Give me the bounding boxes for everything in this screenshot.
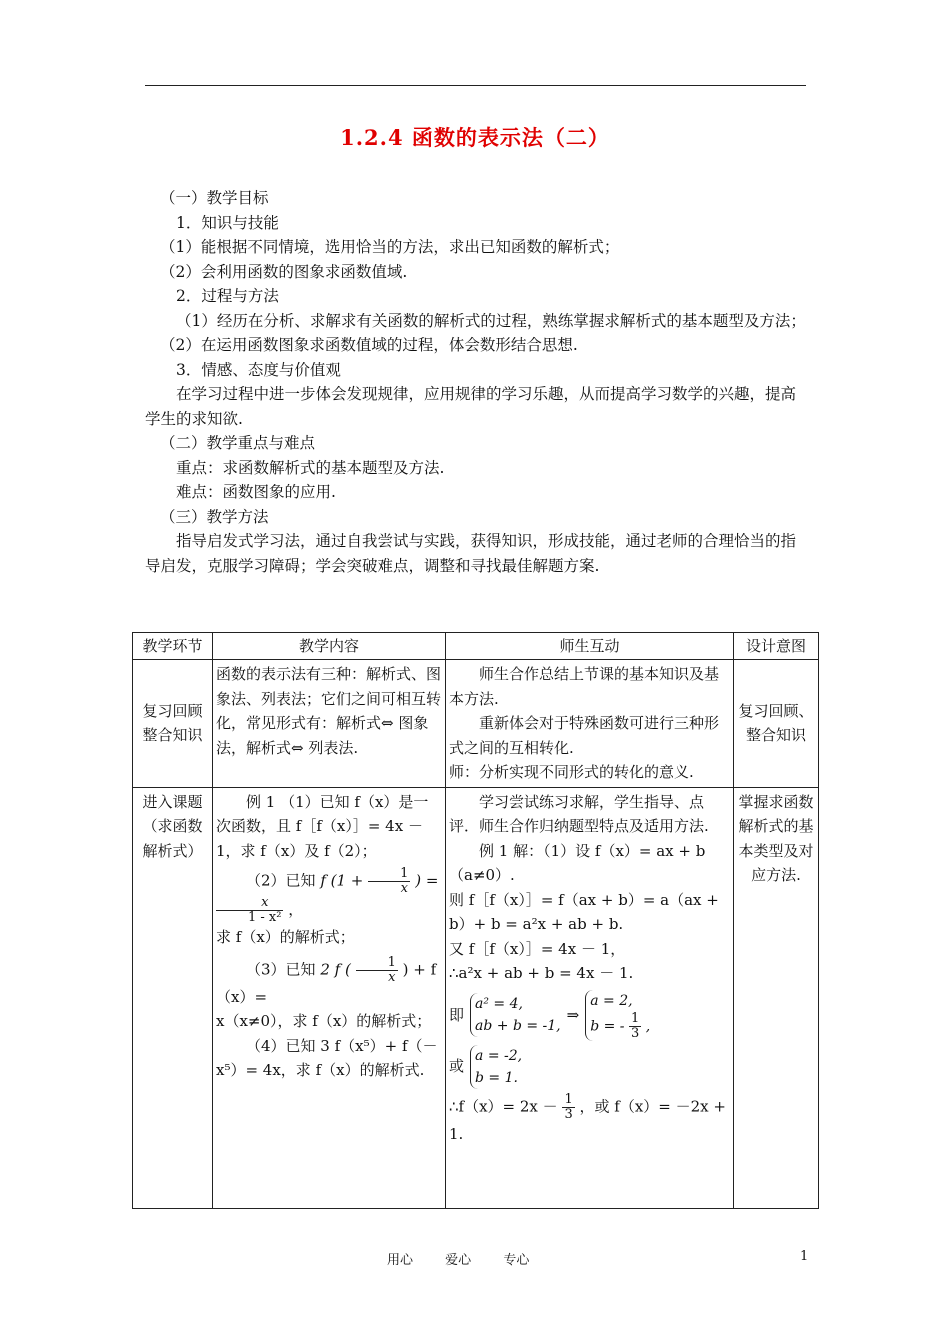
equation-system xyxy=(449,990,730,1041)
fraction xyxy=(216,896,283,925)
brace-system xyxy=(470,1045,522,1089)
solution-line: 又 f［f（x）］= 4x － 1， xyxy=(449,939,626,958)
solution-result xyxy=(449,1093,730,1147)
brace-system xyxy=(470,993,561,1037)
frac-den: 1 - x² xyxy=(248,910,282,925)
header-content: 教学内容 xyxy=(213,633,446,660)
system-eq: a² = 4, xyxy=(475,996,523,1012)
example-2 xyxy=(216,867,442,925)
header-interaction: 师生互动 xyxy=(446,633,734,660)
table-row xyxy=(133,787,819,1209)
system-eq: a = 2, xyxy=(590,992,633,1009)
example-text: （3）已知 xyxy=(246,960,316,978)
frac-den: x xyxy=(400,881,408,896)
example-3-tail: x（x≠0），求 f（x）的解析式； xyxy=(216,1012,432,1030)
interaction-text: 师：分析实现不同形式的转化的意义. xyxy=(449,763,694,781)
table-header-row xyxy=(133,633,819,660)
interaction-cell xyxy=(446,660,734,788)
frac-num: 1 xyxy=(368,867,410,882)
text-line: 重点：求函数解析式的基本题型及方法. xyxy=(176,458,445,477)
intent-cell: 复习回顾、整合知识 xyxy=(734,660,819,788)
text-line: （1）能根据不同情境，选用恰当的方法，求出已知函数的解析式； xyxy=(160,238,620,256)
intent-cell: 掌握求函数解析式的基本类型及对应方法. xyxy=(734,787,819,1209)
example-text: ) + f（x）= xyxy=(216,960,437,1006)
page-title: 1.2.4 函数的表示法（二） xyxy=(340,125,610,150)
frac-num: 1 xyxy=(356,956,398,971)
objectives-section xyxy=(145,186,807,578)
frac-den: 3 xyxy=(631,1025,640,1041)
text-line: （二）教学重点与难点 xyxy=(160,434,316,452)
brace-system xyxy=(585,990,650,1041)
text-line: （2）在运用函数图象求函数值域的过程，体会数形结合思想. xyxy=(160,336,578,354)
example-text: （2）已知 xyxy=(246,871,316,890)
text-line: （2）会利用函数的图象求函数值域. xyxy=(160,262,408,281)
solution-line: 例 1 解：（1）设 f（x）= ax + b（a≠0）. xyxy=(449,841,706,884)
system-eq: ab + b = -1, xyxy=(475,1018,561,1034)
lesson-table xyxy=(132,632,819,1209)
fraction xyxy=(368,867,410,896)
footer-word: 专心 xyxy=(503,1253,530,1268)
footer-motto xyxy=(387,1249,557,1268)
example-3 xyxy=(216,956,442,1010)
interaction-text: 重新体会对于特殊函数可进行三种形式之间的互相转化. xyxy=(449,714,720,757)
system-eq xyxy=(590,1012,650,1041)
system-label: 即 xyxy=(449,1005,465,1024)
text-line: 2．过程与方法 xyxy=(176,287,279,305)
solution-line: 则 f［f（x）］= f（ax + b）= a（ax + b）+ b = a²x + ab + b. xyxy=(449,890,719,933)
implies-arrow: ⇒ xyxy=(566,1005,580,1024)
system-eq: b = 1. xyxy=(475,1069,518,1086)
text-line: （1）经历在分析、求解求有关函数的解析式的过程，熟练掌握求解析式的基本题型及方法； xyxy=(176,311,806,330)
system-eq: a = -2, xyxy=(475,1047,523,1064)
example-4: （4）已知 3 f（x⁵）+ f（－x⁵）= 4x，求 f（x）的解析式. xyxy=(216,1036,438,1079)
math-text: f (1 + xyxy=(320,871,364,890)
page-number: 1 xyxy=(800,1249,809,1264)
frac-den: 3 xyxy=(564,1106,573,1122)
math-text: ) = xyxy=(415,871,439,890)
header-stage: 教学环节 xyxy=(133,633,213,660)
math-text: ，或 f（x）= －2x + 1. xyxy=(449,1097,726,1143)
example-2-tail: 求 f（x）的解析式； xyxy=(216,928,355,946)
fraction xyxy=(562,1093,574,1122)
header-intent: 设计意图 xyxy=(734,633,819,660)
text-line: 指导启发式学习法，通过自我尝试与实践，获得知识，形成技能，通过老师的合理恰当的指导启发，克服学习障碍；学会突破难点，调整和寻找最佳解题方案. xyxy=(145,532,797,575)
fraction xyxy=(356,956,398,985)
example-1: 例 1 （1）已知 f（x）是一次函数，且 f［f（x）］= 4x －1，求 f（x）及 f（2）； xyxy=(216,792,429,860)
frac-num: x xyxy=(216,896,283,911)
footer-word: 用心 xyxy=(387,1253,414,1268)
math-text: ∴f（x）= 2x － xyxy=(449,1097,558,1115)
math-text: b = - xyxy=(590,1018,625,1034)
text-line: 1．知识与技能 xyxy=(176,213,279,232)
system-label: 或 xyxy=(449,1057,465,1076)
text-line: 3．情感、态度与价值观 xyxy=(176,360,341,379)
fraction xyxy=(629,1012,641,1041)
text-line: 难点：函数图象的应用. xyxy=(176,483,336,501)
equation-system xyxy=(449,1045,730,1089)
footer-word: 爱心 xyxy=(445,1253,472,1268)
text-line: （一）教学目标 xyxy=(160,189,269,207)
math-text: , xyxy=(645,1018,651,1034)
solution-line: ∴a²x + ab + b = 4x － 1. xyxy=(449,964,634,982)
frac-den: x xyxy=(388,969,396,985)
content-cell xyxy=(213,787,446,1209)
content-cell: 函数的表示法有三种：解析式、图象法、列表法；它们之间可相互转化，常见形式有：解析式⇔ 图象法，解析式⇔ 列表法. xyxy=(213,660,446,788)
math-text: 2 f ( xyxy=(320,960,351,978)
interaction-text: 学习尝试练习求解，学生指导、点评．师生合作归纳题型特点及适用方法. xyxy=(449,792,709,835)
text-line: （三）教学方法 xyxy=(160,507,269,526)
header-rule xyxy=(145,85,806,86)
frac-num: 1 xyxy=(631,1010,640,1026)
table-row xyxy=(133,660,819,788)
frac-num: 1 xyxy=(564,1091,573,1107)
interaction-text: 师生合作总结上节课的基本知识及基本方法. xyxy=(449,665,720,708)
interaction-cell xyxy=(446,787,734,1209)
stage-cell: 复习回顾整合知识 xyxy=(133,660,213,788)
stage-cell: 进入课题（求函数解析式） xyxy=(133,787,213,1209)
example-text: ， xyxy=(288,900,304,919)
text-line: 在学习过程中进一步体会发现规律，应用规律的学习乐趣，从而提高学习数学的兴趣，提高学生的求知欲. xyxy=(145,385,797,428)
